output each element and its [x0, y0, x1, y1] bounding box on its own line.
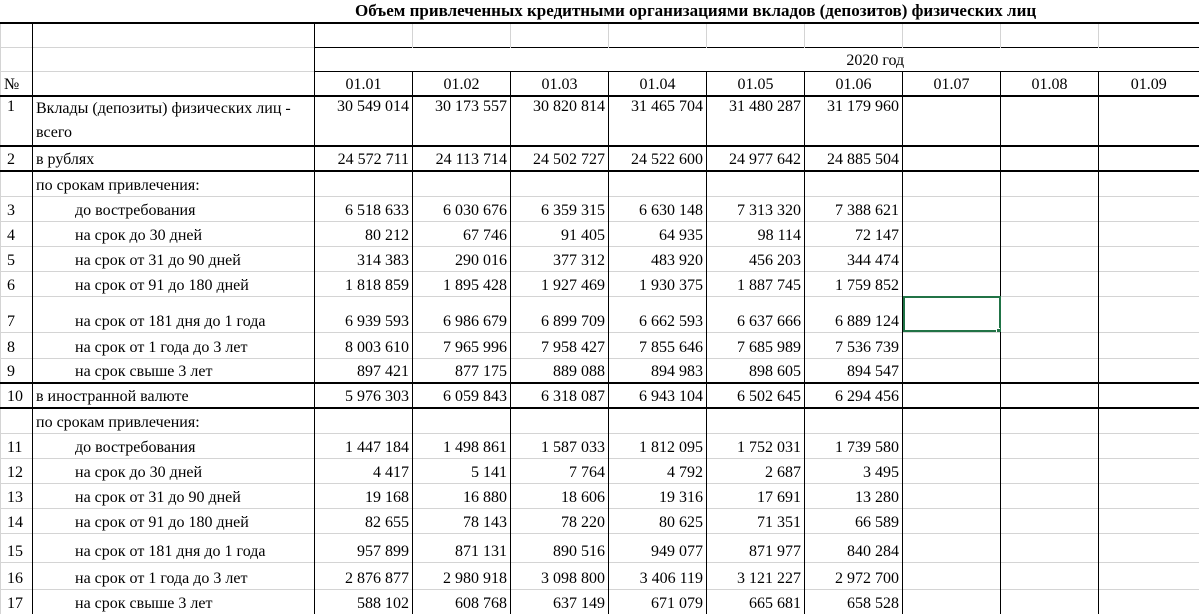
month-header-01-05[interactable]: 01.05 — [707, 72, 805, 97]
cell[interactable] — [707, 23, 805, 48]
value-cell[interactable]: 3 406 119 — [609, 562, 707, 589]
value-cell[interactable]: 1 752 031 — [707, 433, 805, 458]
row-label[interactable]: на срок от 31 до 90 дней — [33, 483, 315, 508]
value-cell[interactable]: 7 764 — [511, 458, 609, 483]
empty-cell[interactable] — [1001, 246, 1099, 271]
value-cell[interactable]: 344 474 — [805, 246, 903, 271]
cell[interactable] — [33, 48, 315, 72]
empty-cell[interactable] — [903, 221, 1001, 246]
table-row — [1, 296, 1199, 332]
value-cell[interactable]: 7 958 427 — [511, 332, 609, 358]
cell[interactable] — [1001, 23, 1099, 48]
value-cell[interactable]: 31 465 704 — [609, 96, 707, 146]
value-cell[interactable]: 1 498 861 — [413, 433, 511, 458]
empty-cell[interactable] — [1099, 383, 1199, 408]
value-cell[interactable]: 456 203 — [707, 246, 805, 271]
empty-cell[interactable] — [1001, 508, 1099, 533]
value-cell[interactable]: 5 141 — [413, 458, 511, 483]
row-number[interactable]: 6 — [1, 271, 33, 296]
row-number[interactable] — [1, 171, 33, 196]
empty-cell[interactable] — [1099, 332, 1199, 358]
empty-cell[interactable] — [1001, 408, 1099, 433]
empty-cell[interactable] — [903, 533, 1001, 562]
empty-cell[interactable] — [1099, 458, 1199, 483]
value-cell[interactable]: 6 318 087 — [511, 383, 609, 408]
empty-cell[interactable] — [903, 383, 1001, 408]
value-cell[interactable]: 658 528 — [805, 589, 903, 614]
value-cell[interactable]: 24 522 600 — [609, 146, 707, 171]
empty-cell[interactable] — [1001, 589, 1099, 614]
value-cell[interactable]: 1 927 469 — [511, 271, 609, 296]
table-row — [1, 533, 1199, 562]
empty-cell[interactable] — [609, 408, 707, 433]
month-header-01-03[interactable]: 01.03 — [511, 72, 609, 97]
value-cell[interactable]: 91 405 — [511, 221, 609, 246]
row-label[interactable]: на срок от 91 до 180 дней — [33, 508, 315, 533]
value-cell[interactable]: 6 059 843 — [413, 383, 511, 408]
value-cell[interactable]: 877 175 — [413, 358, 511, 383]
table-row — [1, 383, 1199, 408]
cell[interactable] — [609, 23, 707, 48]
value-cell[interactable]: 80 625 — [609, 508, 707, 533]
empty-cell[interactable] — [805, 408, 903, 433]
value-cell[interactable]: 2 972 700 — [805, 562, 903, 589]
value-cell[interactable]: 24 885 504 — [805, 146, 903, 171]
row-label[interactable]: Вклады (депозиты) физических лиц - всего — [33, 96, 315, 146]
empty-cell[interactable] — [1001, 332, 1099, 358]
value-cell[interactable]: 889 088 — [511, 358, 609, 383]
table-row — [1, 196, 1199, 221]
value-cell[interactable]: 6 359 315 — [511, 196, 609, 221]
empty-cell[interactable] — [903, 483, 1001, 508]
cell[interactable] — [33, 23, 315, 48]
deposits-table — [0, 22, 1199, 614]
value-cell[interactable]: 957 899 — [315, 533, 413, 562]
value-cell[interactable]: 1 818 859 — [315, 271, 413, 296]
month-header-01-02[interactable]: 01.02 — [413, 72, 511, 97]
value-cell[interactable]: 377 312 — [511, 246, 609, 271]
table-row — [1, 146, 1199, 171]
empty-cell[interactable] — [805, 171, 903, 196]
row-number[interactable]: 7 — [1, 296, 33, 332]
empty-cell[interactable] — [1001, 358, 1099, 383]
value-cell[interactable]: 840 284 — [805, 533, 903, 562]
row-label[interactable]: на срок от 1 года до 3 лет — [33, 562, 315, 589]
table-row — [1, 96, 1199, 146]
row-number[interactable]: 17 — [1, 589, 33, 614]
empty-cell[interactable] — [1001, 96, 1099, 146]
value-cell[interactable]: 19 316 — [609, 483, 707, 508]
month-header-01-07[interactable]: 01.07 — [903, 72, 1001, 97]
value-cell[interactable]: 890 516 — [511, 533, 609, 562]
cell[interactable] — [511, 23, 609, 48]
row-number[interactable]: 13 — [1, 483, 33, 508]
value-cell[interactable]: 2 876 877 — [315, 562, 413, 589]
empty-cell[interactable] — [1099, 196, 1199, 221]
value-cell[interactable]: 6 637 666 — [707, 296, 805, 332]
empty-cell[interactable] — [511, 171, 609, 196]
value-cell[interactable]: 1 587 033 — [511, 433, 609, 458]
value-cell[interactable]: 3 121 227 — [707, 562, 805, 589]
value-cell[interactable]: 7 313 320 — [707, 196, 805, 221]
value-cell[interactable]: 894 983 — [609, 358, 707, 383]
row-number[interactable]: 8 — [1, 332, 33, 358]
row-label[interactable]: до востребования — [33, 196, 315, 221]
empty-cell[interactable] — [903, 589, 1001, 614]
value-cell[interactable]: 18 606 — [511, 483, 609, 508]
value-cell[interactable]: 72 147 — [805, 221, 903, 246]
value-cell[interactable]: 898 605 — [707, 358, 805, 383]
row-number[interactable] — [1, 408, 33, 433]
empty-cell[interactable] — [1001, 196, 1099, 221]
value-cell[interactable]: 871 977 — [707, 533, 805, 562]
empty-cell[interactable] — [903, 358, 1001, 383]
empty-cell[interactable] — [1099, 146, 1199, 171]
table-row — [1, 171, 1199, 196]
empty-cell[interactable] — [315, 171, 413, 196]
row-number[interactable]: 4 — [1, 221, 33, 246]
empty-cell[interactable] — [1001, 383, 1099, 408]
value-cell[interactable]: 871 131 — [413, 533, 511, 562]
empty-cell[interactable] — [413, 408, 511, 433]
table-row — [1, 562, 1199, 589]
row-number[interactable]: 5 — [1, 246, 33, 271]
value-cell[interactable]: 7 536 739 — [805, 332, 903, 358]
cell[interactable] — [903, 23, 1001, 48]
table-row — [1, 433, 1199, 458]
value-cell[interactable]: 4 792 — [609, 458, 707, 483]
value-cell[interactable]: 7 855 646 — [609, 332, 707, 358]
value-cell[interactable]: 17 691 — [707, 483, 805, 508]
value-cell[interactable]: 6 889 124 — [805, 296, 903, 332]
empty-cell[interactable] — [707, 171, 805, 196]
value-cell[interactable]: 66 589 — [805, 508, 903, 533]
empty-cell[interactable] — [1099, 483, 1199, 508]
value-cell[interactable]: 6 518 633 — [315, 196, 413, 221]
row-label[interactable]: на срок от 1 года до 3 лет — [33, 332, 315, 358]
sheet-title: Объем привлеченных кредитными организациями вкладов (депозитов) физических лиц — [355, 1, 1037, 20]
empty-cell[interactable] — [1099, 296, 1199, 332]
value-cell[interactable]: 98 114 — [707, 221, 805, 246]
empty-cell[interactable] — [1099, 562, 1199, 589]
value-cell[interactable]: 71 351 — [707, 508, 805, 533]
value-cell[interactable]: 64 935 — [609, 221, 707, 246]
empty-cell[interactable] — [1001, 296, 1099, 332]
empty-cell[interactable] — [903, 171, 1001, 196]
value-cell[interactable]: 483 920 — [609, 246, 707, 271]
row-number[interactable]: 14 — [1, 508, 33, 533]
value-cell[interactable]: 8 003 610 — [315, 332, 413, 358]
value-cell[interactable]: 637 149 — [511, 589, 609, 614]
table-row — [1, 458, 1199, 483]
value-cell[interactable]: 671 079 — [609, 589, 707, 614]
value-cell[interactable]: 608 768 — [413, 589, 511, 614]
empty-cell[interactable] — [1001, 562, 1099, 589]
label-column-header[interactable] — [33, 72, 315, 97]
empty-cell[interactable] — [903, 332, 1001, 358]
empty-cell[interactable] — [1001, 171, 1099, 196]
row-label[interactable]: по срокам привлечения: — [33, 408, 315, 433]
row-label[interactable]: в иностранной валюте — [33, 383, 315, 408]
value-cell[interactable]: 5 976 303 — [315, 383, 413, 408]
empty-cell[interactable] — [1099, 96, 1199, 146]
row-label[interactable]: на срок свыше 3 лет — [33, 589, 315, 614]
month-header-01-04[interactable]: 01.04 — [609, 72, 707, 97]
empty-cell[interactable] — [1001, 433, 1099, 458]
empty-cell[interactable] — [511, 408, 609, 433]
value-cell[interactable]: 30 549 014 — [315, 96, 413, 146]
number-column-header[interactable]: № — [1, 72, 33, 97]
row-label[interactable]: на срок до 30 дней — [33, 458, 315, 483]
table-row — [1, 332, 1199, 358]
month-header-01-08[interactable]: 01.08 — [1001, 72, 1099, 97]
month-header-01-06[interactable]: 01.06 — [805, 72, 903, 97]
value-cell[interactable]: 7 685 989 — [707, 332, 805, 358]
row-label[interactable]: на срок от 91 до 180 дней — [33, 271, 315, 296]
value-cell[interactable]: 1 812 095 — [609, 433, 707, 458]
empty-cell[interactable] — [1099, 508, 1199, 533]
row-number[interactable]: 1 — [1, 96, 33, 146]
value-cell[interactable]: 4 417 — [315, 458, 413, 483]
value-cell[interactable]: 6 986 679 — [413, 296, 511, 332]
row-label[interactable]: на срок свыше 3 лет — [33, 358, 315, 383]
empty-cell[interactable] — [1001, 221, 1099, 246]
empty-cell[interactable] — [1099, 221, 1199, 246]
value-cell[interactable]: 6 502 645 — [707, 383, 805, 408]
empty-cell[interactable] — [1001, 146, 1099, 171]
row-number[interactable]: 16 — [1, 562, 33, 589]
empty-cell[interactable] — [707, 408, 805, 433]
value-cell[interactable]: 1 739 580 — [805, 433, 903, 458]
row-label[interactable]: на срок от 181 дня до 1 года — [33, 533, 315, 562]
value-cell[interactable]: 16 880 — [413, 483, 511, 508]
value-cell[interactable]: 1 895 428 — [413, 271, 511, 296]
table-row — [1, 408, 1199, 433]
empty-cell[interactable] — [609, 171, 707, 196]
empty-cell[interactable] — [1099, 589, 1199, 614]
cell[interactable] — [315, 23, 413, 48]
value-cell[interactable]: 2 687 — [707, 458, 805, 483]
value-cell[interactable]: 6 943 104 — [609, 383, 707, 408]
row-label[interactable]: до востребования — [33, 433, 315, 458]
row-label[interactable]: в рублях — [33, 146, 315, 171]
value-cell[interactable]: 1 759 852 — [805, 271, 903, 296]
empty-cell[interactable] — [1001, 533, 1099, 562]
value-cell[interactable]: 30 173 557 — [413, 96, 511, 146]
selected-cell[interactable] — [903, 296, 1001, 332]
value-cell[interactable]: 949 077 — [609, 533, 707, 562]
empty-cell[interactable] — [1099, 358, 1199, 383]
empty-cell[interactable] — [903, 408, 1001, 433]
empty-cell[interactable] — [903, 562, 1001, 589]
value-cell[interactable]: 6 294 456 — [805, 383, 903, 408]
row-number[interactable]: 10 — [1, 383, 33, 408]
row-number[interactable]: 9 — [1, 358, 33, 383]
value-cell[interactable]: 588 102 — [315, 589, 413, 614]
cell[interactable] — [805, 23, 903, 48]
row-label[interactable]: на срок от 31 до 90 дней — [33, 246, 315, 271]
value-cell[interactable]: 82 655 — [315, 508, 413, 533]
value-cell[interactable]: 24 977 642 — [707, 146, 805, 171]
row-number[interactable]: 2 — [1, 146, 33, 171]
empty-cell[interactable] — [315, 408, 413, 433]
year-header[interactable]: 2020 год — [315, 48, 1199, 72]
row-number[interactable]: 12 — [1, 458, 33, 483]
value-cell[interactable]: 665 681 — [707, 589, 805, 614]
value-cell[interactable]: 1 887 745 — [707, 271, 805, 296]
empty-cell[interactable] — [903, 246, 1001, 271]
value-cell[interactable]: 6 030 676 — [413, 196, 511, 221]
value-cell[interactable]: 897 421 — [315, 358, 413, 383]
empty-cell[interactable] — [1099, 246, 1199, 271]
empty-cell[interactable] — [903, 196, 1001, 221]
row-label[interactable]: на срок до 30 дней — [33, 221, 315, 246]
value-cell[interactable]: 3 098 800 — [511, 562, 609, 589]
empty-cell[interactable] — [1001, 271, 1099, 296]
value-cell[interactable]: 1 447 184 — [315, 433, 413, 458]
empty-cell[interactable] — [1099, 171, 1199, 196]
value-cell[interactable]: 24 572 711 — [315, 146, 413, 171]
value-cell[interactable]: 24 113 714 — [413, 146, 511, 171]
empty-cell[interactable] — [903, 146, 1001, 171]
value-cell[interactable]: 894 547 — [805, 358, 903, 383]
value-cell[interactable]: 6 939 593 — [315, 296, 413, 332]
table-row — [1, 221, 1199, 246]
value-cell[interactable]: 24 502 727 — [511, 146, 609, 171]
cell[interactable] — [1, 48, 33, 72]
row-number[interactable]: 3 — [1, 196, 33, 221]
value-cell[interactable]: 290 016 — [413, 246, 511, 271]
empty-cell[interactable] — [903, 458, 1001, 483]
value-cell[interactable]: 6 630 148 — [609, 196, 707, 221]
empty-cell[interactable] — [1099, 433, 1199, 458]
value-cell[interactable]: 31 179 960 — [805, 96, 903, 146]
row-label[interactable]: на срок от 181 дня до 1 года — [33, 296, 315, 332]
value-cell[interactable]: 7 965 996 — [413, 332, 511, 358]
empty-cell[interactable] — [903, 96, 1001, 146]
value-cell[interactable]: 3 495 — [805, 458, 903, 483]
table-row — [1, 358, 1199, 383]
value-cell[interactable]: 1 930 375 — [609, 271, 707, 296]
empty-cell[interactable] — [1099, 408, 1199, 433]
value-cell[interactable]: 80 212 — [315, 221, 413, 246]
row-label[interactable]: по срокам привлечения: — [33, 171, 315, 196]
month-header-01-09[interactable]: 01.09 — [1099, 72, 1199, 97]
value-cell[interactable]: 7 388 621 — [805, 196, 903, 221]
empty-cell[interactable] — [1001, 483, 1099, 508]
table-row — [1, 246, 1199, 271]
value-cell[interactable]: 6 662 593 — [609, 296, 707, 332]
empty-cell[interactable] — [1001, 458, 1099, 483]
value-cell[interactable]: 2 980 918 — [413, 562, 511, 589]
table-row — [1, 508, 1199, 533]
table-row — [1, 271, 1199, 296]
value-cell[interactable]: 13 280 — [805, 483, 903, 508]
empty-cell[interactable] — [903, 508, 1001, 533]
table-row — [1, 589, 1199, 614]
empty-cell[interactable] — [1099, 533, 1199, 562]
empty-cell[interactable] — [903, 271, 1001, 296]
cell[interactable] — [1, 23, 33, 48]
row-number[interactable]: 15 — [1, 533, 33, 562]
row-number[interactable]: 11 — [1, 433, 33, 458]
value-cell[interactable]: 31 480 287 — [707, 96, 805, 146]
empty-cell[interactable] — [413, 171, 511, 196]
month-header-01-01[interactable]: 01.01 — [315, 72, 413, 97]
empty-cell[interactable] — [1099, 271, 1199, 296]
value-cell[interactable]: 78 220 — [511, 508, 609, 533]
cell[interactable] — [413, 23, 511, 48]
value-cell[interactable]: 78 143 — [413, 508, 511, 533]
value-cell[interactable]: 6 899 709 — [511, 296, 609, 332]
value-cell[interactable]: 19 168 — [315, 483, 413, 508]
cell[interactable] — [1099, 23, 1199, 48]
value-cell[interactable]: 30 820 814 — [511, 96, 609, 146]
value-cell[interactable]: 67 746 — [413, 221, 511, 246]
table-row — [1, 483, 1199, 508]
value-cell[interactable]: 314 383 — [315, 246, 413, 271]
empty-cell[interactable] — [903, 433, 1001, 458]
